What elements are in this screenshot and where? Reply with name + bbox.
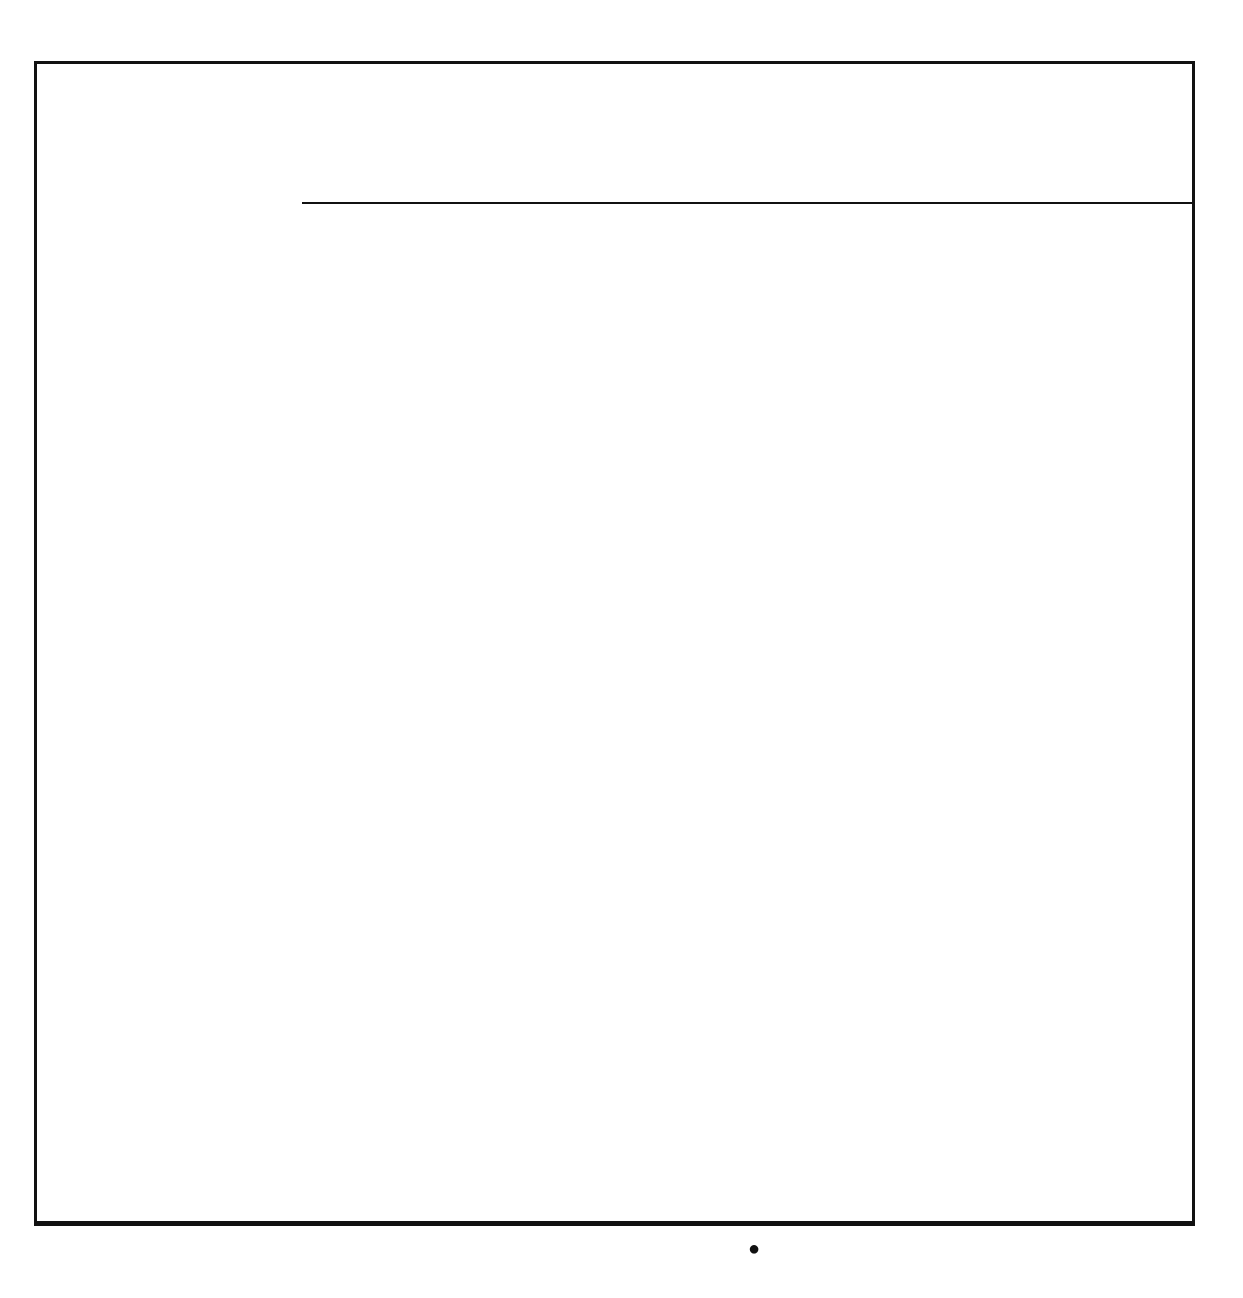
page-header <box>70 26 1170 58</box>
train-columns-header <box>302 202 1193 342</box>
bullet-dot: ● <box>748 1238 761 1260</box>
footer-rule <box>34 1224 1195 1226</box>
